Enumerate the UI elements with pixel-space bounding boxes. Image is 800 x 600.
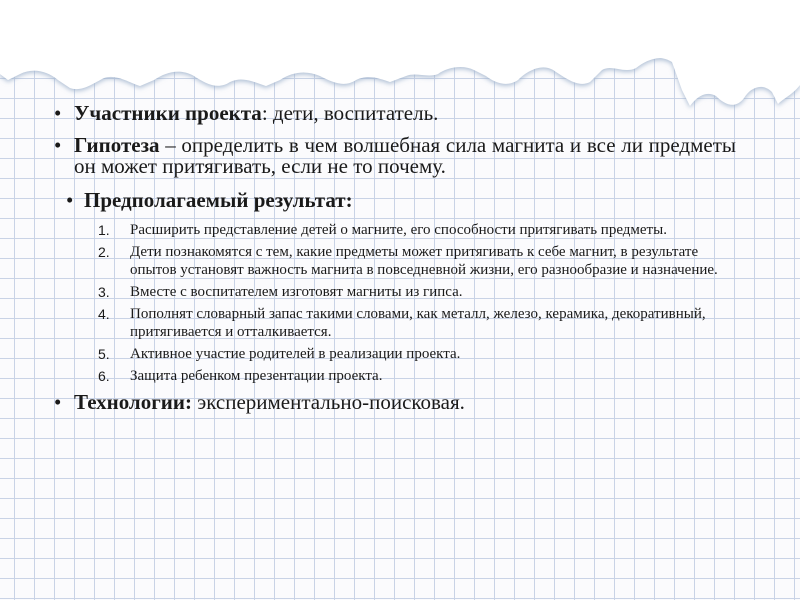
list-item — [54, 367, 736, 385]
participants-line — [54, 103, 736, 124]
participants-text: : дети, воспитатель. — [261, 101, 439, 125]
bullet-icon: • — [54, 390, 62, 414]
expected-result-label: Предполагаемый результат: — [84, 188, 353, 212]
list-item-text: Дети познакомятся с тем, какие предметы может притягивать к себе магнит, в результате опытов установят важность магнита в повседневной жизни, его разнообразие и назначение. — [130, 244, 718, 278]
technologies-label: Технологии: — [74, 390, 192, 414]
hypothesis-text: – определить в чем волшебная сила магнита и все ли предметы он может притягивать, если не то почему. — [74, 133, 736, 178]
list-item-number: 5. — [98, 346, 110, 362]
expected-result-heading — [54, 190, 736, 211]
list-item-number: 1. — [98, 222, 110, 238]
list-item-text: Активное участие родителей в реализации проекта. — [130, 346, 461, 362]
list-item — [54, 221, 736, 239]
list-item — [54, 243, 736, 279]
list-item-number: 2. — [98, 244, 110, 260]
hypothesis-line — [54, 135, 736, 177]
technologies-line — [54, 392, 736, 413]
list-item-number: 4. — [98, 306, 110, 322]
bullet-icon: • — [54, 101, 62, 125]
list-item — [54, 305, 736, 341]
list-item-text: Расширить представление детей о магните, его способности притягивать предметы. — [130, 222, 667, 238]
technologies-text: экспериментально-поисковая. — [191, 390, 465, 414]
list-item-text: Защита ребенком презентации проекта. — [130, 368, 383, 384]
participants-label: Участники проекта — [74, 101, 262, 125]
bullet-icon: • — [66, 188, 74, 212]
list-item — [54, 283, 736, 301]
list-item-number: 6. — [98, 368, 110, 384]
list-item-text: Пополнят словарный запас такими словами, как металл, железо, керамика, декоративный, притягивается и отталкивается. — [130, 306, 706, 340]
list-item-text: Вместе с воспитателем изготовят магниты из гипса. — [130, 284, 463, 300]
expected-result-list — [54, 221, 736, 385]
list-item — [54, 345, 736, 363]
slide-content — [54, 103, 736, 413]
hypothesis-label: Гипотеза — [74, 133, 160, 157]
bullet-icon: • — [54, 133, 62, 157]
list-item-number: 3. — [98, 284, 110, 300]
